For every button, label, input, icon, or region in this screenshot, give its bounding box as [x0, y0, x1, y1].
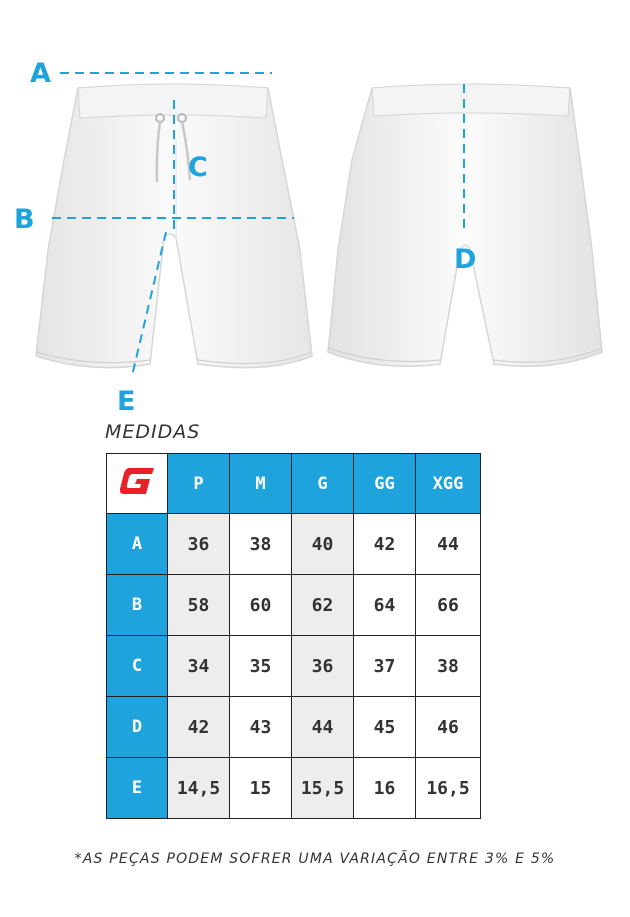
- size-header-m: M: [230, 454, 292, 514]
- measure-value-cell: 62: [292, 575, 354, 636]
- table-row: [107, 697, 481, 758]
- measure-value-cell: 15,5: [292, 758, 354, 819]
- measurements-heading: MEDIDAS: [105, 421, 201, 443]
- brand-logo-icon: [120, 468, 154, 494]
- measure-value-cell: 64: [354, 575, 416, 636]
- marker-b: B: [14, 204, 35, 235]
- measure-value-cell: 16,5: [416, 758, 481, 819]
- garment-diagram: [0, 0, 630, 420]
- size-chart-body: [107, 454, 481, 819]
- measure-value-cell: 16: [354, 758, 416, 819]
- table-row: [107, 758, 481, 819]
- measure-label-e: E: [107, 758, 168, 819]
- measure-value-cell: 38: [416, 636, 481, 697]
- measure-value-cell: 44: [416, 514, 481, 575]
- measure-value-cell: 66: [416, 575, 481, 636]
- marker-d: D: [454, 244, 477, 275]
- measure-label-a: A: [107, 514, 168, 575]
- measure-value-cell: 36: [292, 636, 354, 697]
- measure-value-cell: 60: [230, 575, 292, 636]
- measure-value-cell: 14,5: [168, 758, 230, 819]
- marker-c: C: [188, 152, 208, 183]
- measure-value-cell: 36: [168, 514, 230, 575]
- measure-value-cell: 58: [168, 575, 230, 636]
- measure-value-cell: 35: [230, 636, 292, 697]
- shorts-illustration: [0, 0, 630, 420]
- measure-value-cell: 45: [354, 697, 416, 758]
- size-header-gg: GG: [354, 454, 416, 514]
- measure-label-b: B: [107, 575, 168, 636]
- size-chart-table: [106, 453, 481, 819]
- measure-label-c: C: [107, 636, 168, 697]
- brand-logo-cell: [107, 454, 168, 514]
- measure-value-cell: 42: [354, 514, 416, 575]
- size-header-row: [107, 454, 481, 514]
- measure-value-cell: 43: [230, 697, 292, 758]
- table-row: [107, 575, 481, 636]
- measure-value-cell: 34: [168, 636, 230, 697]
- measure-value-cell: 37: [354, 636, 416, 697]
- table-row: [107, 514, 481, 575]
- measure-value-cell: 44: [292, 697, 354, 758]
- marker-a: A: [30, 58, 51, 89]
- measure-value-cell: 38: [230, 514, 292, 575]
- measure-value-cell: 42: [168, 697, 230, 758]
- measure-value-cell: 46: [416, 697, 481, 758]
- measure-label-d: D: [107, 697, 168, 758]
- size-header-g: G: [292, 454, 354, 514]
- table-row: [107, 636, 481, 697]
- marker-e: E: [117, 386, 136, 417]
- measure-value-cell: 15: [230, 758, 292, 819]
- variation-footnote: *AS PEÇAS PODEM SOFRER UMA VARIAÇÃO ENTRE 3% E 5%: [74, 851, 556, 867]
- size-header-p: P: [168, 454, 230, 514]
- size-header-xgg: XGG: [416, 454, 481, 514]
- measure-value-cell: 40: [292, 514, 354, 575]
